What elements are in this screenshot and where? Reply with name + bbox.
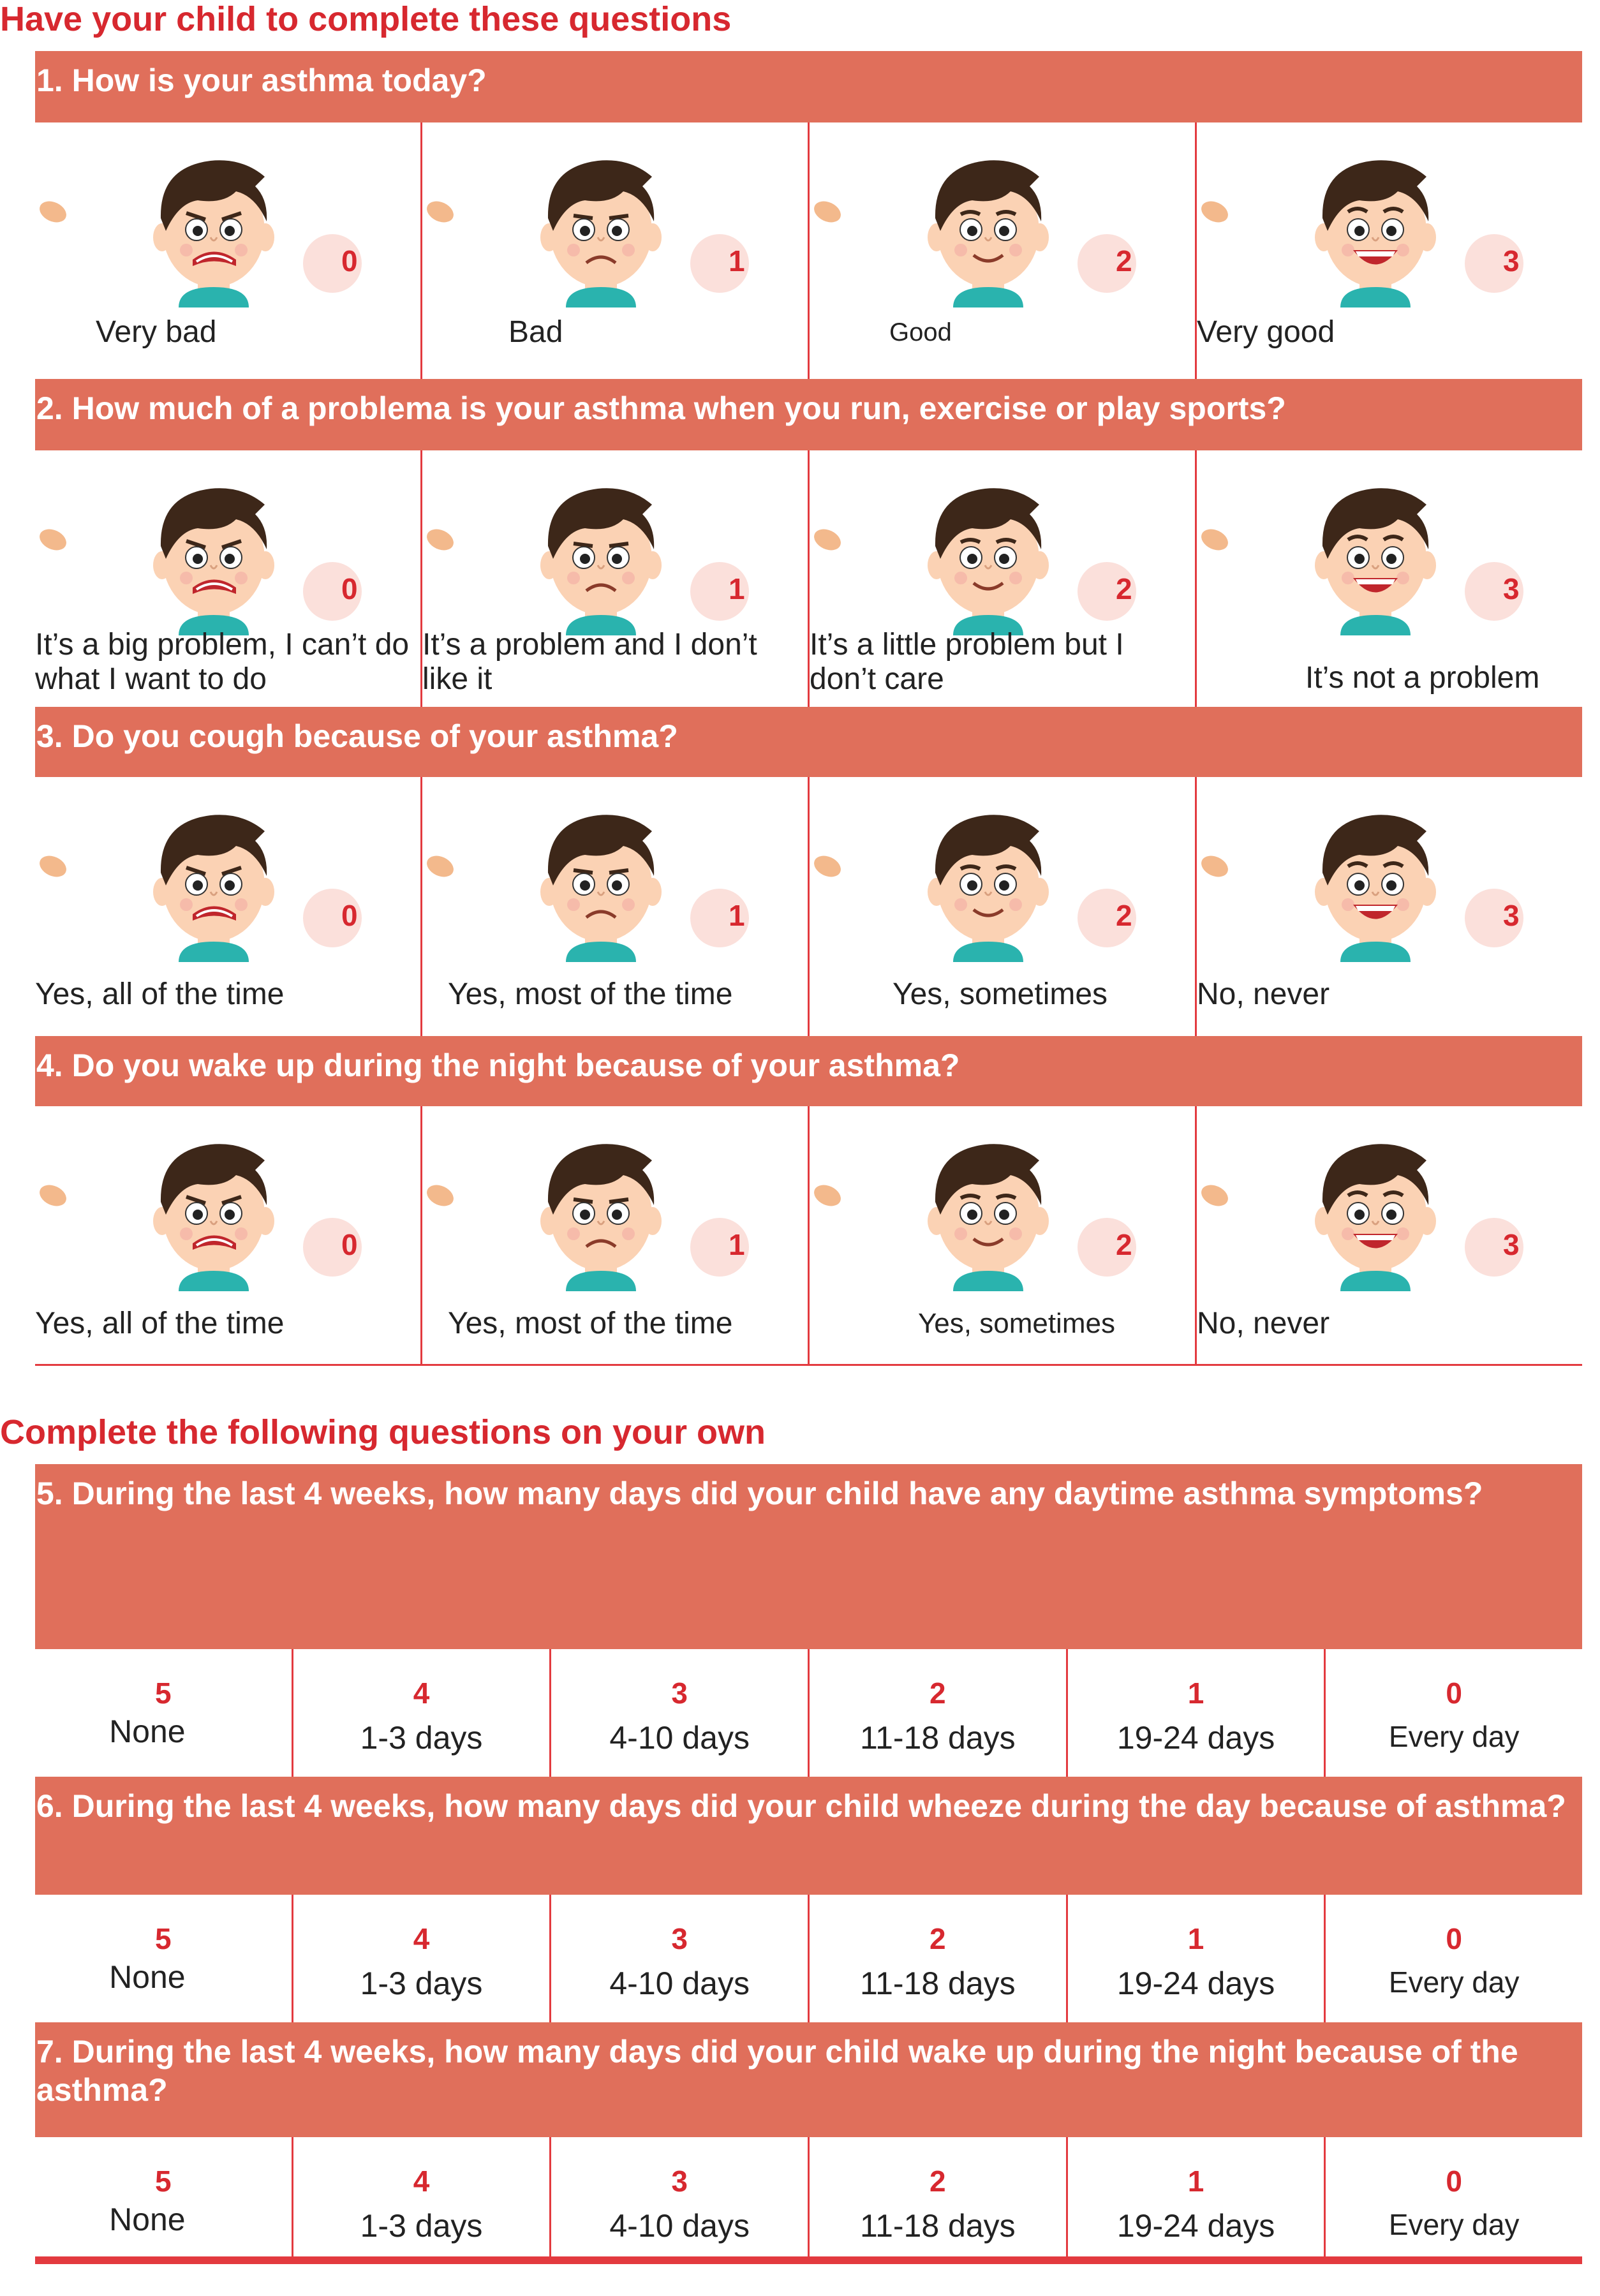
very-happy-face-icon (1308, 1125, 1442, 1291)
sad-face-icon (534, 796, 668, 962)
score-value: 1 (729, 244, 745, 278)
score-value: 1 (729, 1228, 745, 1261)
answer-option-3-0[interactable] (35, 777, 420, 1036)
answer-option-4-1[interactable] (420, 1106, 808, 1364)
option-label: None (109, 1714, 186, 1749)
happy-face-icon (921, 470, 1055, 635)
option-7-2[interactable] (808, 2137, 1066, 2256)
option-6-4[interactable] (292, 1895, 550, 2022)
score-value: 3 (1503, 244, 1520, 278)
option-label: 4-10 days (609, 1720, 750, 1756)
option-5-0[interactable] (1324, 1649, 1582, 1777)
answer-label: Yes, most of the time (448, 977, 733, 1011)
question-3-header: 3. Do you cough because of your asthma? (35, 707, 1582, 777)
question-4-answers (35, 1106, 1582, 1366)
section-parent-title: Complete the following questions on your own (0, 1413, 766, 1451)
hand-icon (1197, 854, 1235, 878)
hand-icon (1197, 527, 1235, 551)
question-6-header: 6. During the last 4 weeks, how many days did your child wheeze during the day because of asthma? (35, 1777, 1582, 1895)
question-5-options (35, 1649, 1582, 1777)
very-sad-face-icon (147, 470, 281, 635)
score-value: 1 (729, 572, 745, 605)
section-child-title: Have your child to complete these questions (0, 0, 732, 38)
hand-icon (1197, 199, 1235, 223)
option-score: 0 (1446, 2165, 1462, 2198)
option-5-3[interactable] (549, 1649, 808, 1777)
option-6-2[interactable] (808, 1895, 1066, 2022)
option-5-1[interactable] (1066, 1649, 1324, 1777)
option-label: 1-3 days (360, 1720, 483, 1756)
question-1-answers (35, 122, 1582, 381)
hand-icon (35, 1183, 73, 1207)
answer-label: Yes, sometimes (918, 1308, 1115, 1339)
answer-option-4-0[interactable] (35, 1106, 420, 1364)
answer-option-1-2[interactable] (808, 122, 1195, 379)
happy-face-icon (921, 142, 1055, 307)
answer-label: Good (889, 318, 952, 346)
option-score: 1 (1187, 1677, 1204, 1710)
score-value: 3 (1503, 572, 1520, 605)
option-label: 19-24 days (1116, 2208, 1275, 2244)
option-label: 19-24 days (1116, 1966, 1275, 2001)
option-label: None (109, 2202, 186, 2237)
option-6-1[interactable] (1066, 1895, 1324, 2022)
hand-icon (422, 527, 461, 551)
score-value: 1 (729, 899, 745, 932)
option-score: 5 (155, 2165, 172, 2198)
question-4-header: 4. Do you wake up during the night because of your asthma? (35, 1036, 1582, 1106)
answer-label: It’s a big problem, I can’t do what I want to do (35, 628, 410, 696)
sad-face-icon (534, 142, 668, 307)
very-happy-face-icon (1308, 470, 1442, 635)
very-sad-face-icon (147, 1125, 281, 1291)
option-score: 1 (1187, 2165, 1204, 2198)
sad-face-icon (534, 1125, 668, 1291)
hand-icon (1197, 1183, 1235, 1207)
answer-label: It’s a problem and I don’t like it (422, 628, 757, 696)
option-label: 11-18 days (860, 2208, 1016, 2244)
happy-face-icon (921, 1125, 1055, 1291)
happy-face-icon (921, 796, 1055, 962)
hand-icon (35, 854, 73, 878)
answer-option-2-3[interactable] (1195, 450, 1582, 707)
score-value: 3 (1503, 1228, 1520, 1261)
answer-option-3-1[interactable] (420, 777, 808, 1036)
question-5-header: 5. During the last 4 weeks, how many days did your child have any daytime asthma symptoms? (35, 1464, 1582, 1649)
very-sad-face-icon (147, 142, 281, 307)
option-score: 3 (671, 1922, 688, 1955)
very-happy-face-icon (1308, 142, 1442, 307)
hand-icon (810, 527, 848, 551)
option-label: 4-10 days (609, 1966, 750, 2001)
answer-option-1-3[interactable] (1195, 122, 1582, 379)
answer-label: Yes, all of the time (35, 1307, 285, 1340)
answer-option-1-1[interactable] (420, 122, 808, 379)
answer-option-2-2[interactable] (808, 450, 1195, 707)
option-score: 1 (1187, 1922, 1204, 1955)
option-score: 2 (930, 2165, 946, 2198)
answer-label: Yes, sometimes (893, 977, 1108, 1011)
question-3-answers (35, 777, 1582, 1038)
option-score: 4 (413, 2165, 430, 2198)
answer-label: It’s a little problem but I don’t care (810, 628, 1124, 696)
option-score: 2 (930, 1922, 946, 1955)
hand-icon (810, 854, 848, 878)
option-score: 0 (1446, 1677, 1462, 1710)
answer-option-2-1[interactable] (420, 450, 808, 707)
answer-option-2-0[interactable] (35, 450, 420, 707)
answer-option-4-2[interactable] (808, 1106, 1195, 1364)
option-score: 4 (413, 1677, 430, 1710)
option-label: Every day (1388, 2208, 1520, 2241)
very-happy-face-icon (1308, 796, 1442, 962)
score-value: 0 (341, 899, 358, 932)
option-6-5[interactable] (35, 1895, 292, 2022)
score-value: 2 (1116, 1228, 1132, 1261)
option-label: 19-24 days (1116, 1720, 1275, 1756)
option-5-2[interactable] (808, 1649, 1066, 1777)
score-value: 0 (341, 1228, 358, 1261)
sad-face-icon (534, 470, 668, 635)
question-2-header: 2. How much of a problema is your asthma when you run, exercise or play sports? (35, 379, 1582, 450)
answer-label: Yes, most of the time (448, 1307, 733, 1340)
score-value: 0 (341, 572, 358, 605)
option-7-1[interactable] (1066, 2137, 1324, 2256)
option-score: 5 (155, 1677, 172, 1710)
score-value: 3 (1503, 899, 1520, 932)
answer-option-3-2[interactable] (808, 777, 1195, 1036)
option-label: Every day (1388, 1966, 1520, 1999)
question-7-options (35, 2137, 1582, 2256)
answer-option-1-0[interactable] (35, 122, 420, 379)
answer-label: No, never (1197, 977, 1330, 1011)
question-1-header: 1. How is your asthma today? (35, 51, 1582, 122)
option-7-4[interactable] (292, 2137, 550, 2256)
score-value: 2 (1116, 244, 1132, 278)
option-score: 2 (930, 1677, 946, 1710)
option-score: 4 (413, 1922, 430, 1955)
option-7-0[interactable] (1324, 2137, 1582, 2256)
answer-option-3-3[interactable] (1195, 777, 1582, 1036)
option-score: 3 (671, 2165, 688, 2198)
option-score: 0 (1446, 1922, 1462, 1955)
option-label: 1-3 days (360, 1966, 483, 2001)
score-value: 0 (341, 244, 358, 278)
answer-label: No, never (1197, 1307, 1330, 1340)
hand-icon (422, 199, 461, 223)
hand-icon (35, 199, 73, 223)
option-6-3[interactable] (549, 1895, 808, 2022)
answer-label: It’s not a problem (1305, 661, 1540, 695)
question-7-header: 7. During the last 4 weeks, how many days did your child wake up during the night because of the asthma? (35, 2022, 1582, 2137)
hand-icon (422, 1183, 461, 1207)
option-score: 3 (671, 1677, 688, 1710)
answer-label: Very bad (96, 315, 217, 349)
option-label: 1-3 days (360, 2208, 483, 2244)
option-7-3[interactable] (549, 2137, 808, 2256)
answer-option-4-3[interactable] (1195, 1106, 1582, 1364)
option-label: 11-18 days (860, 1966, 1016, 2001)
option-6-0[interactable] (1324, 1895, 1582, 2022)
option-score: 5 (155, 1922, 172, 1955)
hand-icon (810, 1183, 848, 1207)
option-7-5[interactable] (35, 2137, 292, 2256)
option-label: None (109, 1959, 186, 1995)
option-label: 4-10 days (609, 2208, 750, 2244)
score-value: 2 (1116, 572, 1132, 605)
score-value: 2 (1116, 899, 1132, 932)
option-5-4[interactable] (292, 1649, 550, 1777)
answer-label: Very good (1197, 315, 1335, 349)
bottom-rule (35, 2256, 1582, 2264)
question-2-answers (35, 450, 1582, 709)
answer-label: Yes, all of the time (35, 977, 285, 1011)
answer-label: Bad (508, 315, 563, 349)
option-label: 11-18 days (860, 1720, 1016, 1756)
hand-icon (35, 527, 73, 551)
option-label: Every day (1388, 1720, 1520, 1753)
very-sad-face-icon (147, 796, 281, 962)
option-5-5[interactable] (35, 1649, 292, 1777)
hand-icon (422, 854, 461, 878)
hand-icon (810, 199, 848, 223)
question-6-options (35, 1895, 1582, 2022)
